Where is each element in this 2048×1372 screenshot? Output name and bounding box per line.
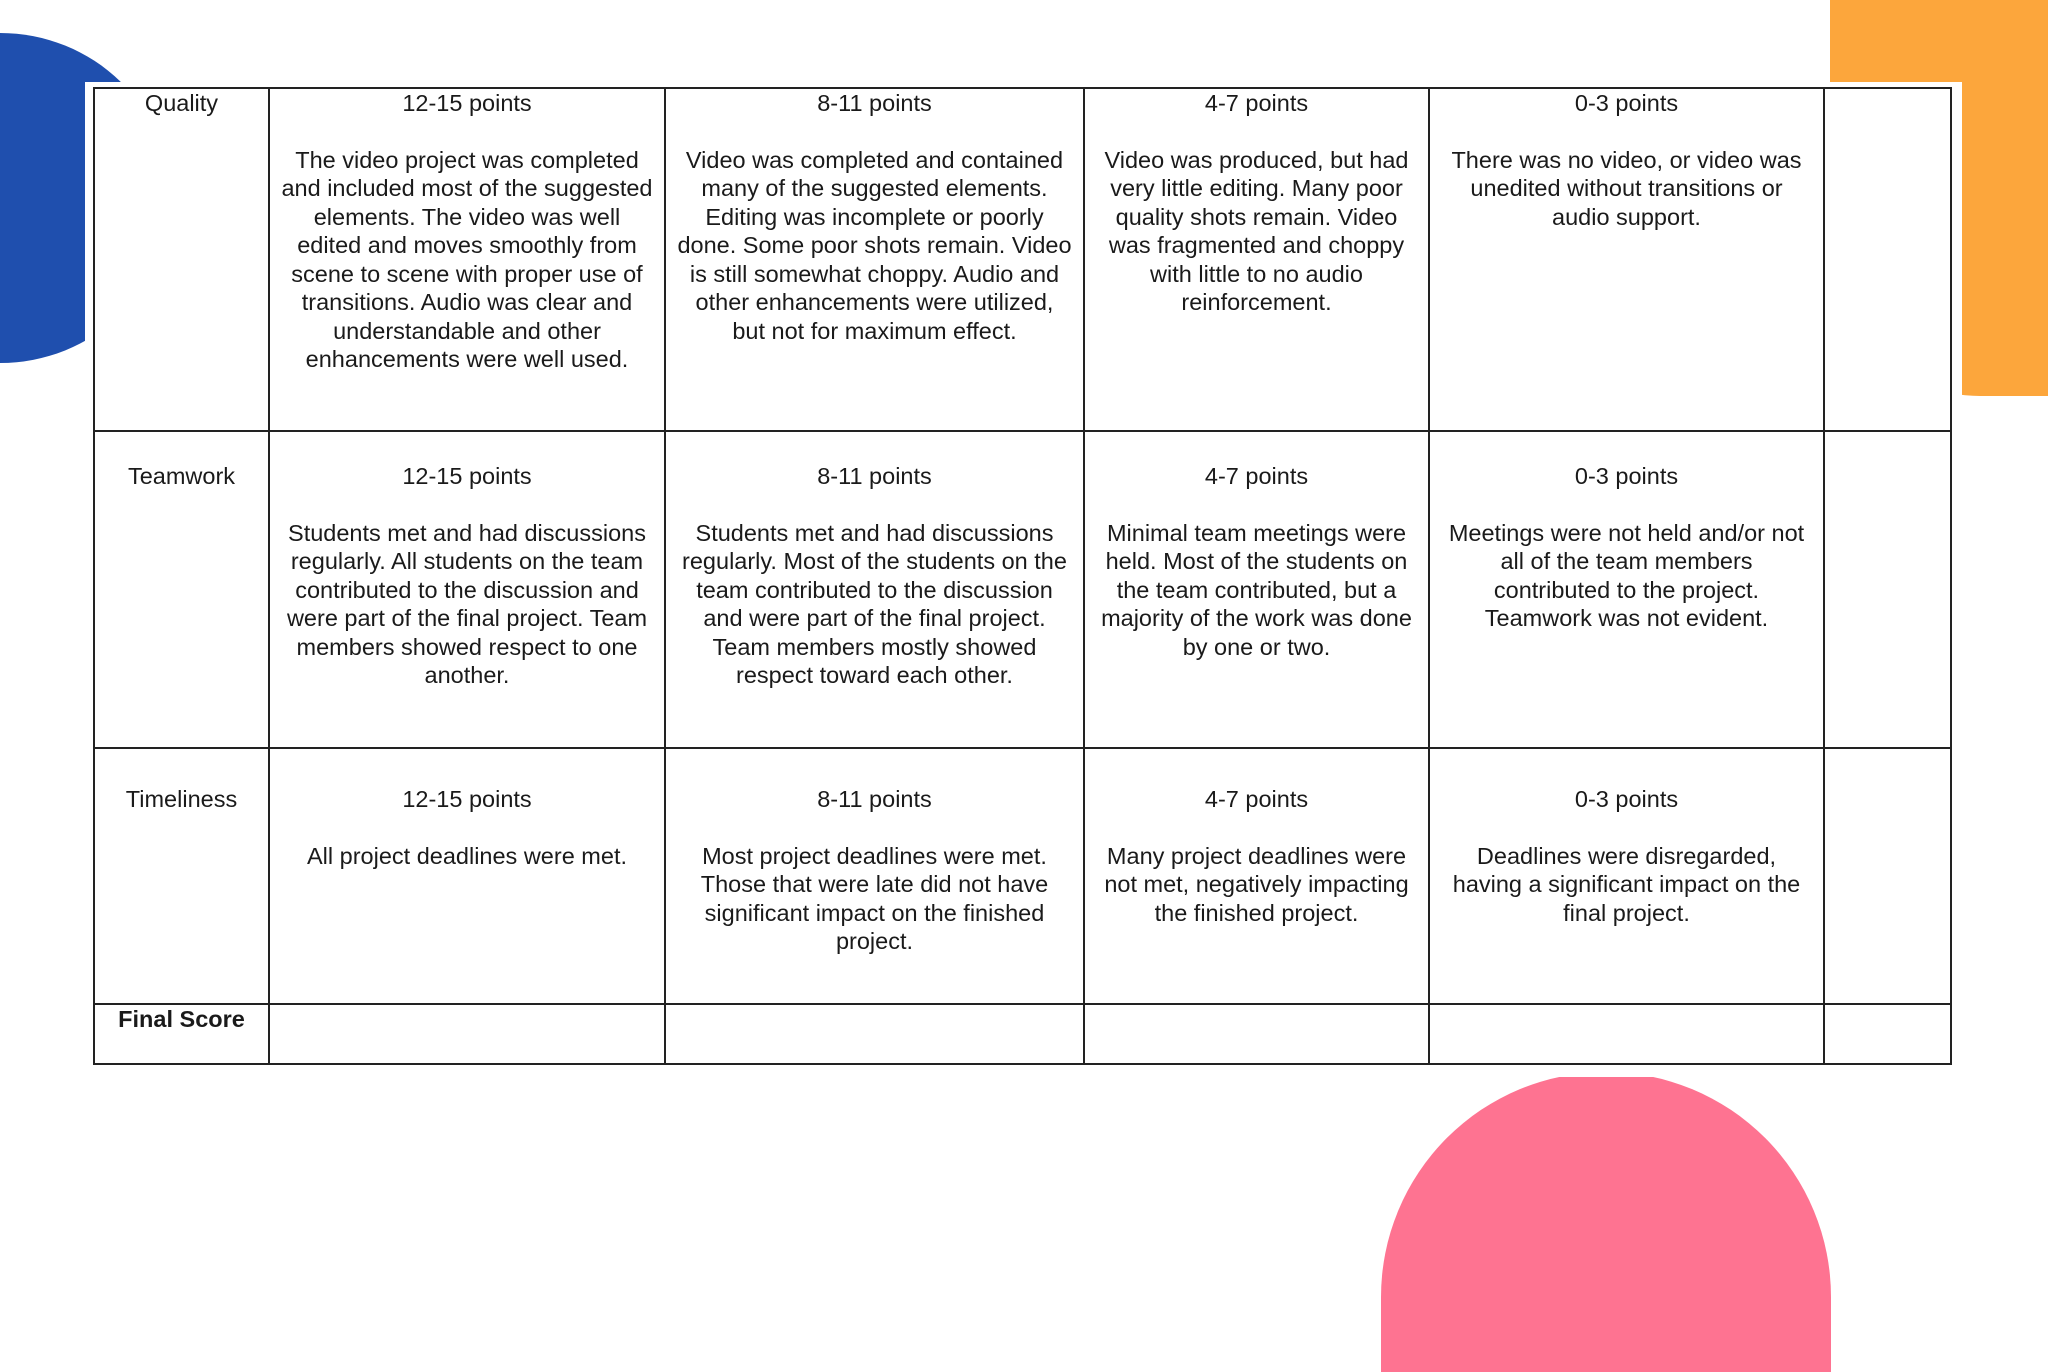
points-range: 12-15 points bbox=[402, 463, 532, 490]
level-description: Video was produced, but had very little editing. Many poor quality shots remain. Video was fragmented and choppy with little to no audio reinforcement. bbox=[1104, 146, 1409, 315]
level-description: Students met and had discussions regularly. All students on the team contributed to the discussion and were part of the final project. Team members showed respect to one another. bbox=[286, 519, 648, 689]
rubric-row-timeliness bbox=[94, 748, 1951, 1004]
level-cell bbox=[1084, 431, 1429, 748]
level-description: Most project deadlines were met. Those that were late did not have significant impact on the finished project. bbox=[700, 842, 1049, 955]
points-range: 0-3 points bbox=[1574, 463, 1679, 490]
level-description: There was no video, or video was unedited without transitions or audio support. bbox=[1451, 146, 1802, 230]
points-range: 8-11 points bbox=[817, 463, 932, 490]
final-score-cell[interactable] bbox=[1429, 1004, 1824, 1064]
criterion-cell: Quality bbox=[94, 88, 269, 431]
points-range: 4-7 points bbox=[1204, 786, 1309, 813]
level-cell bbox=[665, 88, 1084, 431]
final-score-label: Final Score bbox=[94, 1004, 269, 1064]
criterion-cell: Timeliness bbox=[94, 748, 269, 1004]
level-cell bbox=[665, 748, 1084, 1004]
final-score-cell[interactable] bbox=[1824, 1004, 1951, 1064]
level-cell bbox=[665, 431, 1084, 748]
level-description: The video project was completed and included most of the suggested elements. The video was well edited and moves smoothly from scene to scene with proper use of transitions. Audio was clear and understandable and other enhancements were well used. bbox=[281, 146, 653, 372]
level-description: Minimal team meetings were held. Most of the students on the team contributed, but a majority of the work was done by one or two. bbox=[1101, 519, 1412, 660]
score-cell[interactable] bbox=[1824, 748, 1951, 1004]
points-range: 0-3 points bbox=[1574, 90, 1679, 116]
level-cell bbox=[269, 431, 665, 748]
criterion-cell: Teamwork bbox=[94, 431, 269, 748]
final-score-row bbox=[94, 1004, 1951, 1064]
score-cell[interactable] bbox=[1824, 88, 1951, 431]
points-range: 12-15 points bbox=[402, 786, 532, 813]
level-description: All project deadlines were met. bbox=[306, 842, 627, 869]
points-range: 8-11 points bbox=[817, 90, 932, 116]
points-range: 8-11 points bbox=[817, 786, 932, 813]
rubric-row-teamwork bbox=[94, 431, 1951, 748]
level-description: Meetings were not held and/or not all of the team members contributed to the project. Teamwork was not evident. bbox=[1448, 519, 1805, 632]
level-cell bbox=[269, 748, 665, 1004]
level-description: Video was completed and contained many of the suggested elements. Editing was incomplete or poorly done. Some poor shots remain. Video is still somewhat choppy. Audio and other enhancements were utilized, but not for maximum effect. bbox=[677, 146, 1072, 344]
rubric-row-quality bbox=[94, 88, 1951, 431]
pink-semicircle-decoration bbox=[1381, 1072, 1831, 1372]
points-range: 12-15 points bbox=[402, 90, 532, 116]
points-range: 4-7 points bbox=[1204, 463, 1309, 490]
level-cell bbox=[1084, 748, 1429, 1004]
final-score-cell[interactable] bbox=[1084, 1004, 1429, 1064]
rubric-table bbox=[93, 87, 1952, 1065]
level-cell bbox=[1429, 748, 1824, 1004]
level-cell bbox=[1429, 431, 1824, 748]
level-cell bbox=[1429, 88, 1824, 431]
level-cell bbox=[1084, 88, 1429, 431]
level-cell bbox=[269, 88, 665, 431]
level-description: Deadlines were disregarded, having a significant impact on the final project. bbox=[1452, 842, 1801, 926]
level-description: Students met and had discussions regularly. Most of the students on the team contributed to the discussion and were part of the final project. Team members mostly showed respect toward each other. bbox=[682, 519, 1067, 689]
final-score-cell[interactable] bbox=[665, 1004, 1084, 1064]
points-range: 0-3 points bbox=[1574, 786, 1679, 813]
final-score-cell[interactable] bbox=[269, 1004, 665, 1064]
level-description: Many project deadlines were not met, negatively impacting the finished project. bbox=[1104, 842, 1409, 926]
score-cell[interactable] bbox=[1824, 431, 1951, 748]
points-range: 4-7 points bbox=[1204, 90, 1309, 116]
